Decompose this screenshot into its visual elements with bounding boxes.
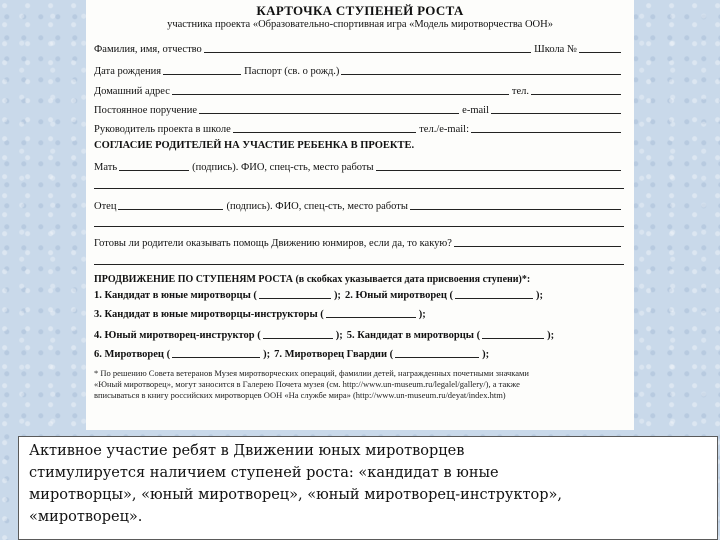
step-4-date xyxy=(263,328,333,339)
mother-row xyxy=(94,160,624,173)
card-title: КАРТОЧКА СТУПЕНЕЙ РОСТА xyxy=(256,3,464,18)
address-label: Домашний адрес xyxy=(94,86,170,97)
leader-label: Руководитель проекта в школе xyxy=(94,124,231,135)
school-label: Школа № xyxy=(534,44,577,55)
consent-heading-text: СОГЛАСИЕ РОДИТЕЛЕЙ НА УЧАСТИЕ РЕБЕНКА В ПРОЕКТЕ. xyxy=(94,140,415,151)
birth-row xyxy=(94,64,624,77)
step-6-close: ); xyxy=(263,349,271,360)
father-details-line xyxy=(410,199,621,210)
registration-card-scan xyxy=(86,0,634,430)
mother-details-label: (подпись). ФИО, спец-сть, место работы xyxy=(192,162,374,173)
step-row-3 xyxy=(94,307,624,320)
step-2: 2. Юный миротворец ( xyxy=(344,290,454,301)
caption-line: «миротворец». xyxy=(29,509,143,525)
step-6: 6. Миротворец ( xyxy=(94,349,171,360)
step-6-date xyxy=(172,347,260,358)
phone-line xyxy=(531,84,621,95)
step-7-close: ); xyxy=(482,349,490,360)
footnote xyxy=(94,368,620,401)
step-1-date xyxy=(259,288,331,299)
help-line xyxy=(454,236,621,247)
step-row-4 xyxy=(94,328,624,341)
mother-signature-line xyxy=(119,160,189,171)
footnote-line: «Юный миротворец», могут заносится в Галерею Почета музея (см. http://www.un-museum.ru/legalel/gallery/), а также xyxy=(94,379,520,389)
father-row xyxy=(94,199,624,212)
step-row-1 xyxy=(94,288,624,301)
mother-extra-line xyxy=(94,188,624,189)
leader-contact-line xyxy=(471,122,621,133)
address-row xyxy=(94,84,624,97)
birth-line xyxy=(163,64,241,75)
father-signature-line xyxy=(118,199,223,210)
step-7-date xyxy=(395,347,479,358)
address-line xyxy=(172,84,509,95)
help-question: Готовы ли родители оказывать помощь Движению юнмиров, если да, то какую? xyxy=(94,238,452,249)
step-7: 7. Миротворец Гвардии ( xyxy=(274,349,394,360)
father-extra-line xyxy=(94,226,624,227)
email-label: e-mail xyxy=(462,105,489,116)
mother-details-line xyxy=(376,160,621,171)
step-5-close: ); xyxy=(547,330,555,341)
fio-label: Фамилия, имя, отчество xyxy=(94,44,202,55)
slide-caption xyxy=(18,436,718,540)
email-line xyxy=(491,103,621,114)
father-details-label: (подпись). ФИО, спец-сть, место работы xyxy=(226,201,408,212)
school-line xyxy=(579,42,621,53)
consent-heading xyxy=(94,140,624,151)
task-row xyxy=(94,103,624,116)
fio-line xyxy=(204,42,531,53)
advancement-heading xyxy=(94,274,624,285)
birth-label: Дата рождения xyxy=(94,66,162,77)
step-1: 1. Кандидат в юные миротворцы ( xyxy=(94,290,257,301)
father-label: Отец xyxy=(94,201,117,212)
step-row-6 xyxy=(94,347,624,360)
step-2-date xyxy=(455,288,533,299)
step-3-date xyxy=(326,307,416,318)
caption-line: миротворцы», «юный миротворец», «юный миротворец-инструктор», xyxy=(29,487,563,503)
step-5-date xyxy=(482,328,544,339)
mother-label: Мать xyxy=(94,162,118,173)
help-row xyxy=(94,236,624,249)
leader-line xyxy=(233,122,416,133)
footnote-line: вписываться в книгу российских миротворцев ООН «На службе мира» (http://www.un-museum.ru/deyat/index.htm) xyxy=(94,390,506,400)
step-1-close: ); xyxy=(333,290,341,301)
help-extra-line xyxy=(94,264,624,265)
passport-line xyxy=(341,64,621,75)
caption-line: Активное участие ребят в Движении юных миротворцев xyxy=(29,443,465,459)
phone-label: тел. xyxy=(511,86,529,97)
step-2-close: ); xyxy=(536,290,544,301)
task-label: Постоянное поручение xyxy=(94,105,198,116)
card-subtitle: участника проекта «Образовательно-спортивная игра «Модель миротворчества ООН» xyxy=(167,19,553,30)
passport-label: Паспорт (св. о рожд.) xyxy=(244,66,340,77)
step-3-close: ); xyxy=(418,309,426,320)
footnote-line: * По решению Совета ветеранов Музея миротворческих операций, фамилии детей, награжденных почетными значками xyxy=(94,368,529,378)
step-4-close: ); xyxy=(335,330,343,341)
fio-row xyxy=(94,42,624,55)
step-5: 5. Кандидат в миротворцы ( xyxy=(346,330,481,341)
step-4: 4. Юный миротворец-инструктор ( xyxy=(94,330,261,341)
caption-line: стимулируется наличием ступеней роста: «кандидат в юные xyxy=(29,465,499,481)
leader-contact-label: тел./e-mail: xyxy=(419,124,469,135)
advancement-heading-text: ПРОДВИЖЕНИЕ ПО СТУПЕНЯМ РОСТА (в скобках указывается дата присвоения ступени)*: xyxy=(94,274,531,285)
step-3: 3. Кандидат в юные миротворцы-инструкторы ( xyxy=(94,309,324,320)
leader-row xyxy=(94,122,624,135)
task-line xyxy=(199,103,459,114)
